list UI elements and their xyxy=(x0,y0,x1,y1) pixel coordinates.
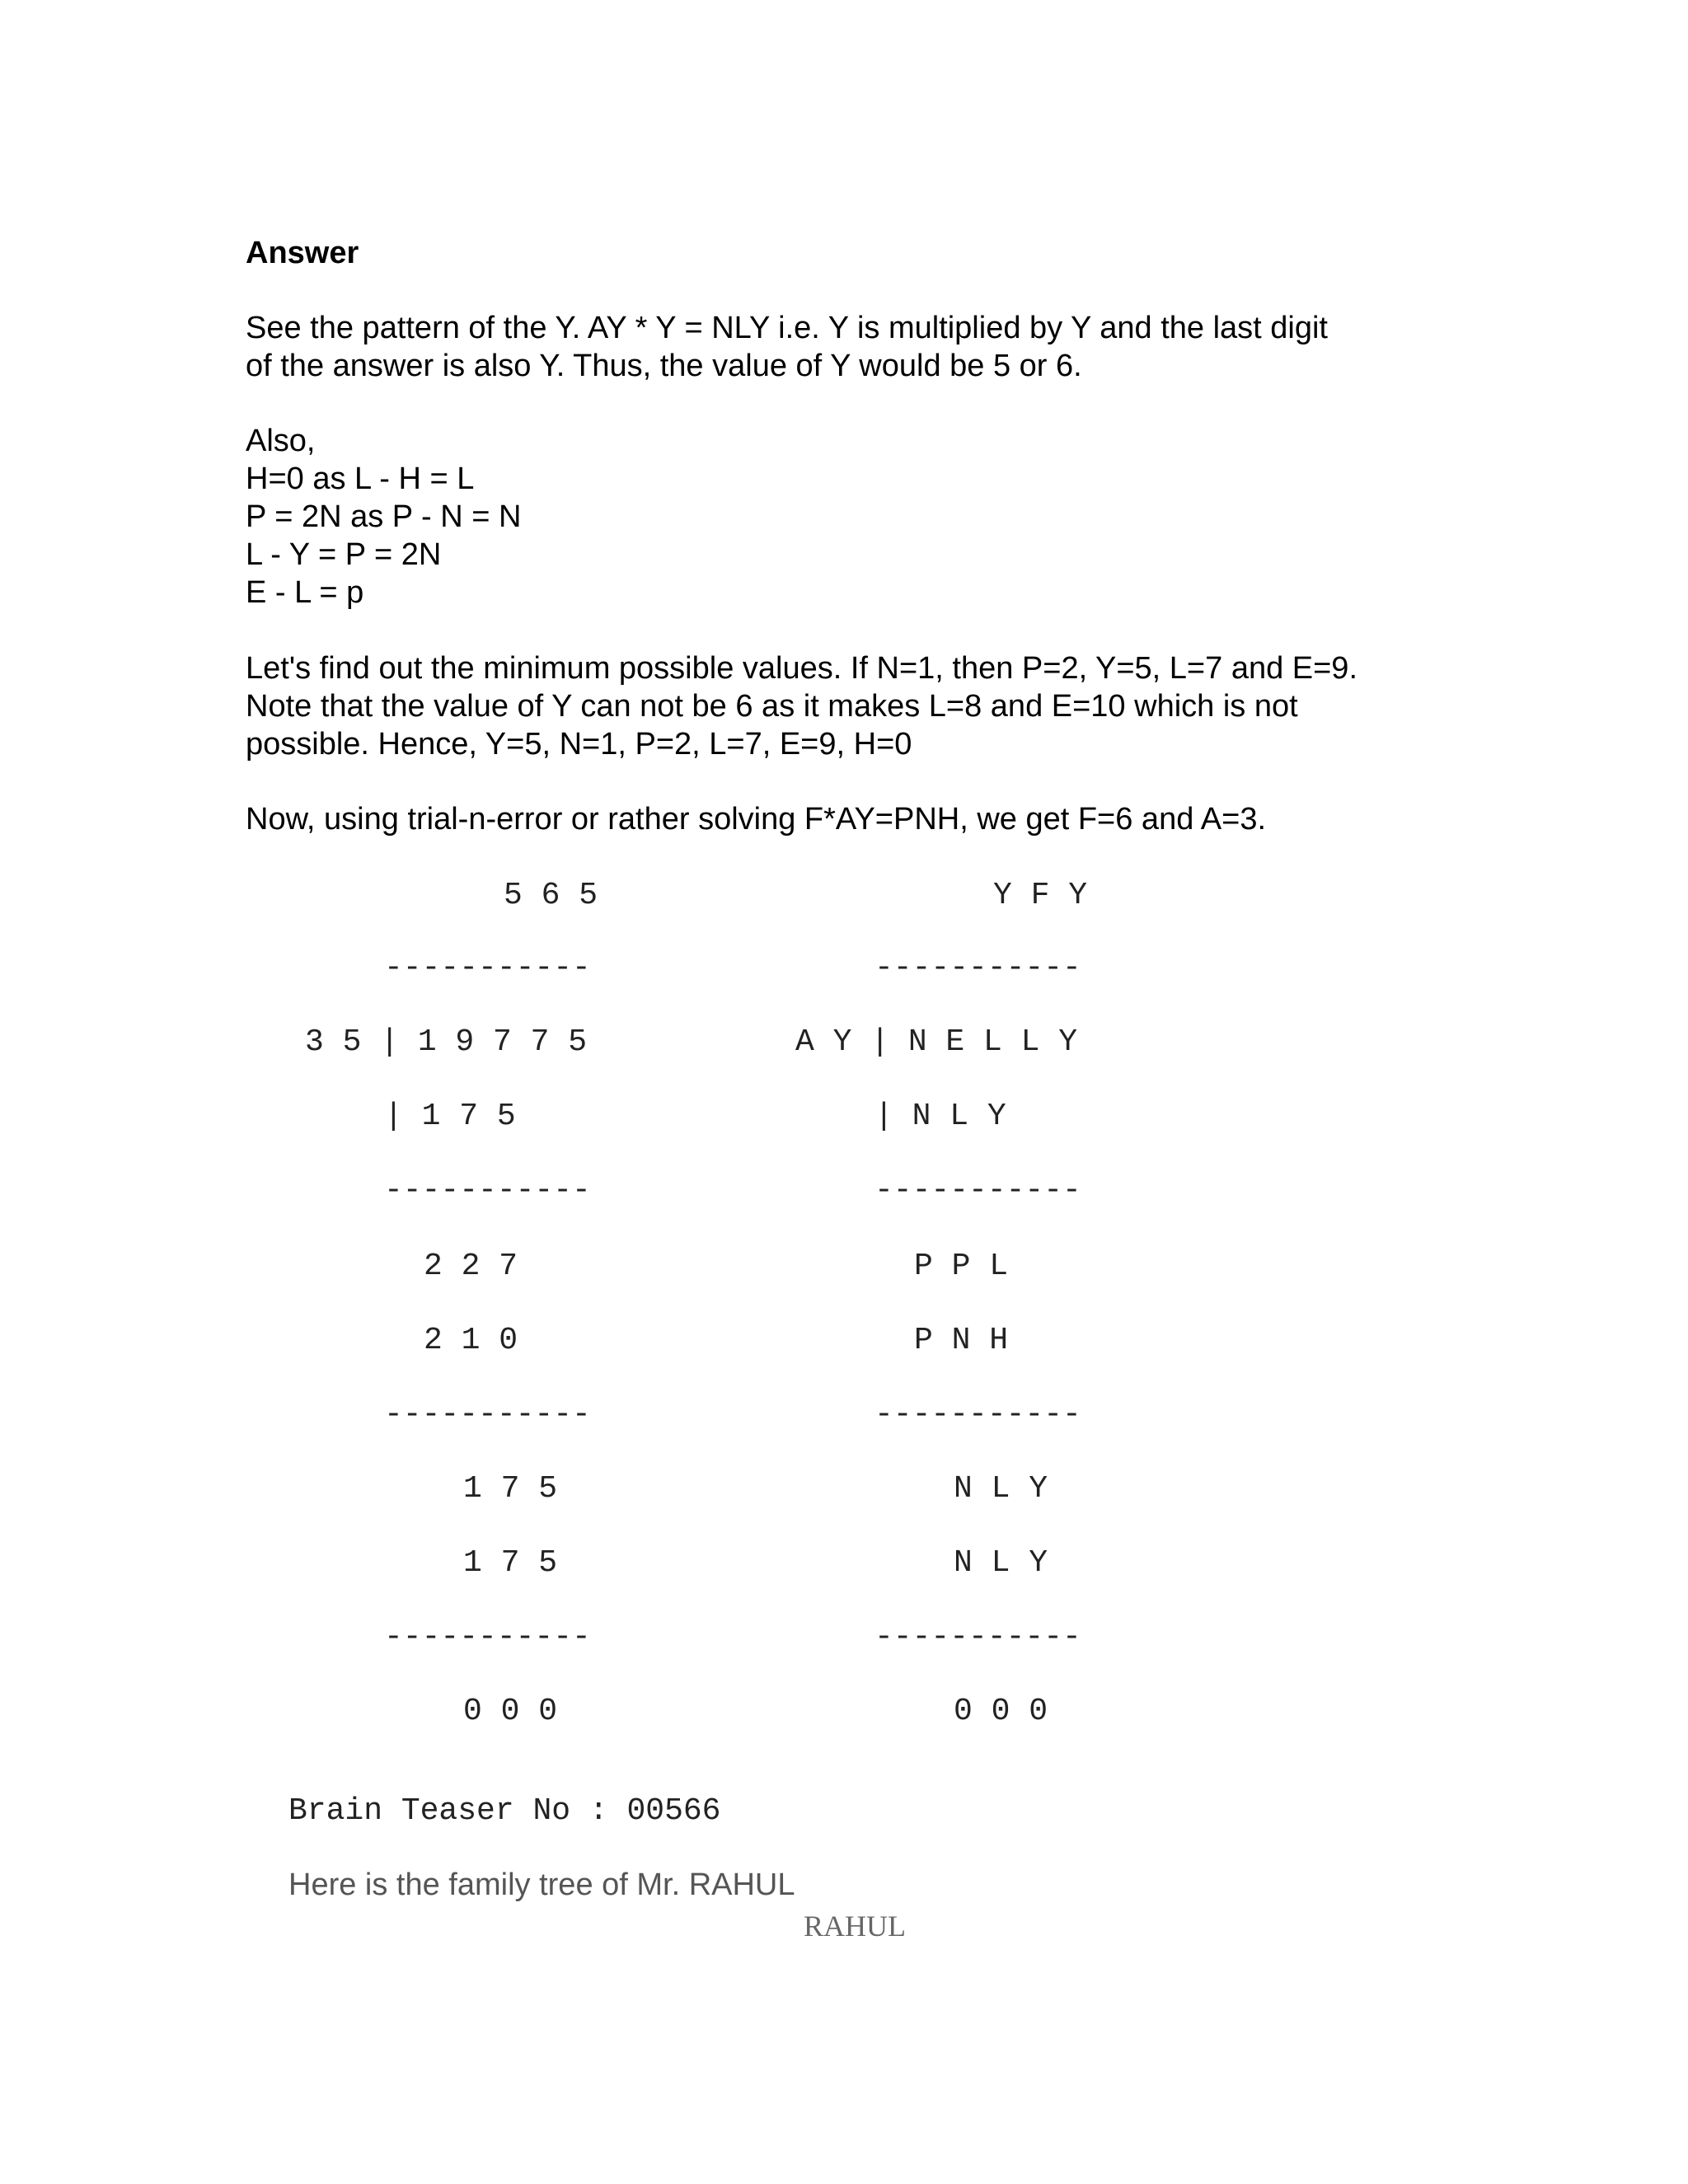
division-rule: ----------- xyxy=(384,950,591,986)
remainder: 1 7 5 xyxy=(463,1471,558,1507)
subtrahend: P N H xyxy=(914,1323,1009,1358)
division-rule: ----------- xyxy=(874,1173,1081,1208)
text-line: Note that the value of Y can not be 6 as it makes L=8 and E=10 which is not xyxy=(246,689,1298,724)
text-line: Now, using trial-n-error or rather solving F*AY=PNH, we get F=6 and A=3. xyxy=(246,802,1267,837)
divisor-dividend: A Y | N E L L Y xyxy=(795,1024,1078,1060)
divisor-dividend: 3 5 | 1 9 7 7 5 xyxy=(305,1024,588,1060)
text-line: E - L = p xyxy=(246,575,364,610)
remainder: N L Y xyxy=(954,1471,1048,1507)
division-rule: ----------- xyxy=(874,1619,1081,1655)
subtrahend: 2 1 0 xyxy=(424,1323,518,1358)
text-line: P = 2N as P - N = N xyxy=(246,499,522,534)
final-remainder: 0 0 0 xyxy=(463,1694,558,1729)
division-rule: ----------- xyxy=(874,1397,1081,1432)
text-line: H=0 as L - H = L xyxy=(246,462,475,496)
family-tree-intro: Here is the family tree of Mr. RAHUL xyxy=(288,1868,795,1902)
subtrahend: | 1 7 5 xyxy=(384,1099,516,1134)
division-rule: ----------- xyxy=(384,1619,591,1655)
text-line: Let's find out the minimum possible values. If N=1, then P=2, Y=5, L=7 and E=9. xyxy=(246,651,1357,686)
subtrahend: 1 7 5 xyxy=(463,1545,558,1581)
equations-paragraph xyxy=(246,422,521,612)
remainder: 2 2 7 xyxy=(424,1249,518,1284)
family-tree-root: RAHUL xyxy=(804,1910,906,1943)
trial-error-paragraph xyxy=(246,800,1266,838)
division-rule: ----------- xyxy=(384,1173,591,1208)
final-remainder: 0 0 0 xyxy=(954,1694,1048,1729)
subtrahend: N L Y xyxy=(954,1545,1048,1581)
text-line: possible. Hence, Y=5, N=1, P=2, L=7, E=9, H=0 xyxy=(246,727,912,762)
text-line: Also, xyxy=(246,424,316,458)
minimum-values-paragraph xyxy=(246,649,1357,763)
text-line: L - Y = P = 2N xyxy=(246,537,442,572)
answer-heading: Answer xyxy=(246,236,359,270)
remainder: P P L xyxy=(914,1249,1009,1284)
quotient: 5 6 5 xyxy=(504,878,598,913)
quotient: Y F Y xyxy=(993,878,1088,913)
brain-teaser-number: Brain Teaser No : 00566 xyxy=(288,1793,721,1829)
text-line: of the answer is also Y. Thus, the value of Y would be 5 or 6. xyxy=(246,349,1082,383)
text-line: See the pattern of the Y. AY * Y = NLY i.e. Y is multiplied by Y and the last digit xyxy=(246,311,1328,345)
pattern-paragraph xyxy=(246,309,1328,385)
division-rule: ----------- xyxy=(874,950,1081,986)
division-rule: ----------- xyxy=(384,1397,591,1432)
subtrahend: | N L Y xyxy=(874,1099,1006,1134)
